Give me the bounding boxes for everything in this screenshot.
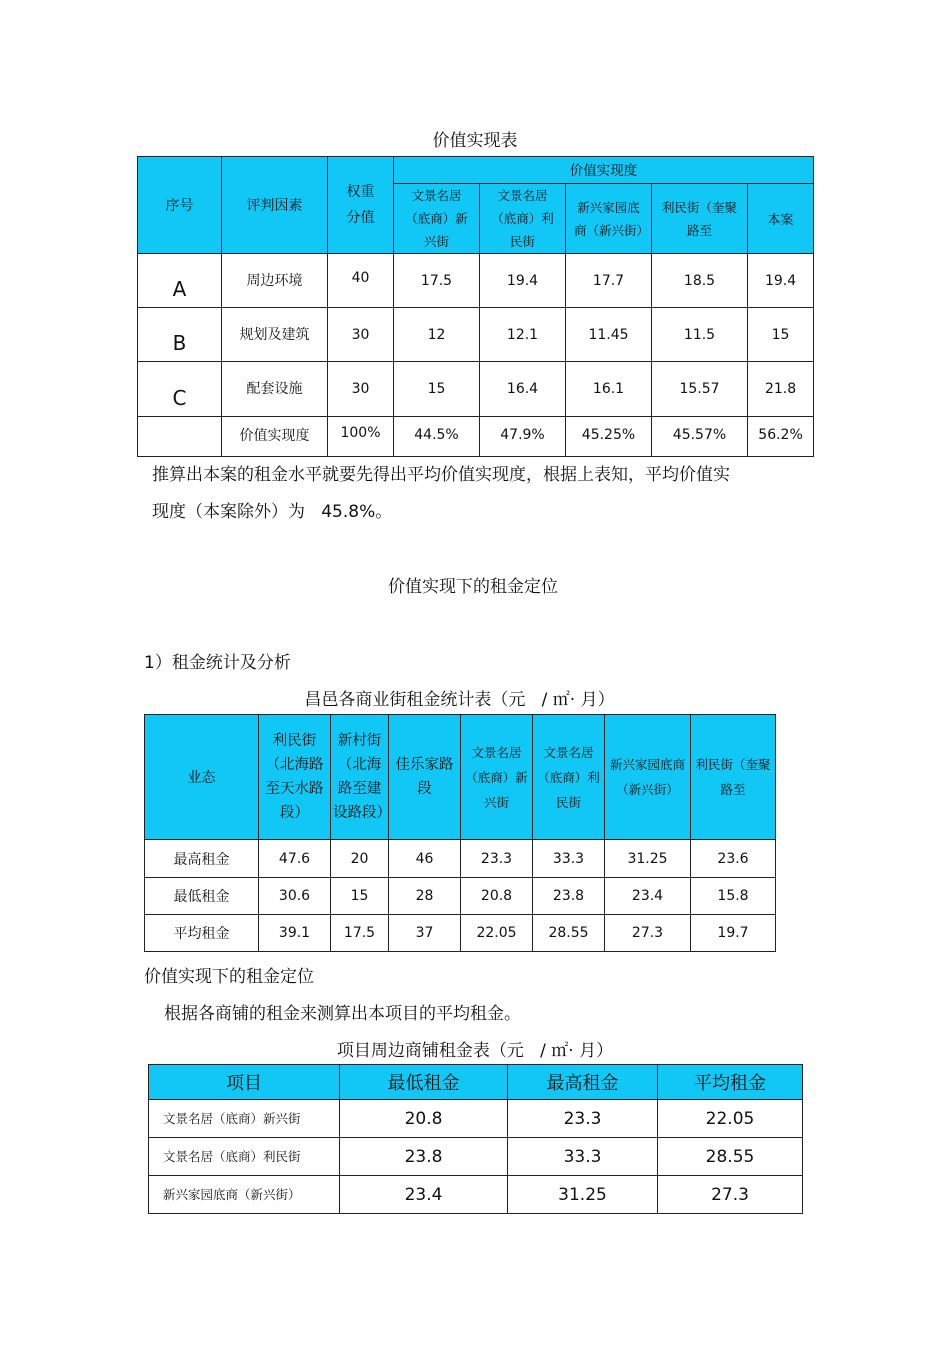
cell: 17.5 <box>394 254 480 308</box>
cell: 33.3 <box>533 840 605 878</box>
row-factor: 规划及建筑 <box>222 308 328 362</box>
table-row <box>149 1100 803 1138</box>
row-label: 新兴家园底商（新兴街） <box>149 1176 340 1214</box>
table3-title: 项目周边商铺租金表（元 / ㎡· 月） <box>336 1041 614 1061</box>
table-row <box>145 878 776 915</box>
header-column: 佳乐家路段 <box>389 715 461 840</box>
table-row <box>138 254 814 308</box>
cell: 15.8 <box>691 878 776 915</box>
cell: 15 <box>394 362 480 417</box>
cell: 15.57 <box>652 362 748 417</box>
cell: 12.1 <box>480 308 566 362</box>
cell: 23.4 <box>340 1176 508 1214</box>
cell: 20 <box>331 840 389 878</box>
surrounding-shops-rent-table <box>148 1064 803 1214</box>
row-label: 平均租金 <box>145 915 259 952</box>
header-project-1: 文景名居（底商）新兴街 <box>394 184 480 254</box>
cell: 11.45 <box>566 308 652 362</box>
cell: 56.2% <box>748 417 814 457</box>
cell: 45.57% <box>652 417 748 457</box>
cell: 47.9% <box>480 417 566 457</box>
cell: 19.4 <box>480 254 566 308</box>
table-row <box>149 1138 803 1176</box>
cell: 23.3 <box>461 840 533 878</box>
cell: 28 <box>389 878 461 915</box>
cell: 22.05 <box>658 1100 803 1138</box>
header-avg-rent: 平均租金 <box>658 1065 803 1100</box>
cell: 44.5% <box>394 417 480 457</box>
row-label: 最高租金 <box>145 840 259 878</box>
cell: 31.25 <box>508 1176 658 1214</box>
cell: 19.4 <box>748 254 814 308</box>
cell: 15 <box>331 878 389 915</box>
cell: 15 <box>748 308 814 362</box>
cell: 27.3 <box>658 1176 803 1214</box>
row-seq: C <box>138 362 222 417</box>
cell: 28.55 <box>658 1138 803 1176</box>
header-column: 文景名居（底商）新兴街 <box>461 715 533 840</box>
row-weight: 30 <box>328 362 394 417</box>
header-project-4: 利民街（奎聚路至 <box>652 184 748 254</box>
table-row <box>145 915 776 952</box>
header-value-group: 价值实现度 <box>394 157 814 184</box>
cell: 22.05 <box>461 915 533 952</box>
header-column: 利民街（北海路至天水路段） <box>259 715 331 840</box>
header-column: 利民街（奎聚路至 <box>691 715 776 840</box>
header-weight: 权重分值 <box>328 157 394 254</box>
header-project-2: 文景名居（底商）利民街 <box>480 184 566 254</box>
table-row <box>138 308 814 362</box>
header-corner: 业态 <box>145 715 259 840</box>
header-column: 新村街（北海路至建设路段） <box>331 715 389 840</box>
cell: 23.4 <box>605 878 691 915</box>
cell: 47.6 <box>259 840 331 878</box>
cell: 12 <box>394 308 480 362</box>
table2-title: 昌邑各商业街租金统计表（元 / ㎡· 月） <box>304 690 615 710</box>
paragraph-line-1: 推算出本案的租金水平就要先得出平均价值实现度，根据上表知，平均价值实 <box>152 465 730 485</box>
cell: 39.1 <box>259 915 331 952</box>
cell: 23.8 <box>533 878 605 915</box>
cell: 45.25% <box>566 417 652 457</box>
row-label: 最低租金 <box>145 878 259 915</box>
cell: 37 <box>389 915 461 952</box>
row-label: 文景名居（底商）利民街 <box>149 1138 340 1176</box>
header-seq: 序号 <box>138 157 222 254</box>
row-weight: 100% <box>328 417 394 457</box>
cell: 18.5 <box>652 254 748 308</box>
rent-statistics-table <box>144 714 776 952</box>
header-project-3: 新兴家园底商（新兴街） <box>566 184 652 254</box>
cell: 21.8 <box>748 362 814 417</box>
cell: 46 <box>389 840 461 878</box>
row-seq <box>138 417 222 457</box>
cell: 20.8 <box>340 1100 508 1138</box>
cell: 31.25 <box>605 840 691 878</box>
cell: 11.5 <box>652 308 748 362</box>
cell: 23.8 <box>340 1138 508 1176</box>
section-heading-2: 价值实现下的租金定位 <box>144 967 314 987</box>
cell: 23.3 <box>508 1100 658 1138</box>
header-project-5: 本案 <box>748 184 814 254</box>
paragraph-2: 根据各商铺的租金来测算出本项目的平均租金。 <box>164 1004 521 1024</box>
cell: 28.55 <box>533 915 605 952</box>
cell: 16.4 <box>480 362 566 417</box>
cell: 17.5 <box>331 915 389 952</box>
cell: 17.7 <box>566 254 652 308</box>
cell: 30.6 <box>259 878 331 915</box>
subsection-heading: 1）租金统计及分析 <box>144 653 291 673</box>
header-min-rent: 最低租金 <box>340 1065 508 1100</box>
cell: 16.1 <box>566 362 652 417</box>
table-row <box>145 840 776 878</box>
row-factor: 周边环境 <box>222 254 328 308</box>
header-column: 文景名居（底商）利民街 <box>533 715 605 840</box>
header-column: 新兴家园底商（新兴街） <box>605 715 691 840</box>
value-realization-table <box>137 156 814 457</box>
row-factor: 配套设施 <box>222 362 328 417</box>
cell: 19.7 <box>691 915 776 952</box>
table-row <box>149 1176 803 1214</box>
row-factor: 价值实现度 <box>222 417 328 457</box>
table-row <box>138 362 814 417</box>
table-row-total <box>138 417 814 457</box>
table1-title: 价值实现表 <box>432 131 518 151</box>
cell: 33.3 <box>508 1138 658 1176</box>
row-seq: B <box>138 308 222 362</box>
row-weight: 30 <box>328 308 394 362</box>
cell: 23.6 <box>691 840 776 878</box>
row-label: 文景名居（底商）新兴街 <box>149 1100 340 1138</box>
header-project: 项目 <box>149 1065 340 1100</box>
cell: 27.3 <box>605 915 691 952</box>
row-seq: A <box>138 254 222 308</box>
header-max-rent: 最高租金 <box>508 1065 658 1100</box>
header-factor: 评判因素 <box>222 157 328 254</box>
row-weight: 40 <box>328 254 394 308</box>
cell: 20.8 <box>461 878 533 915</box>
section-heading: 价值实现下的租金定位 <box>388 577 558 597</box>
paragraph-line-2: 现度（本案除外）为 45.8%。 <box>152 502 393 522</box>
